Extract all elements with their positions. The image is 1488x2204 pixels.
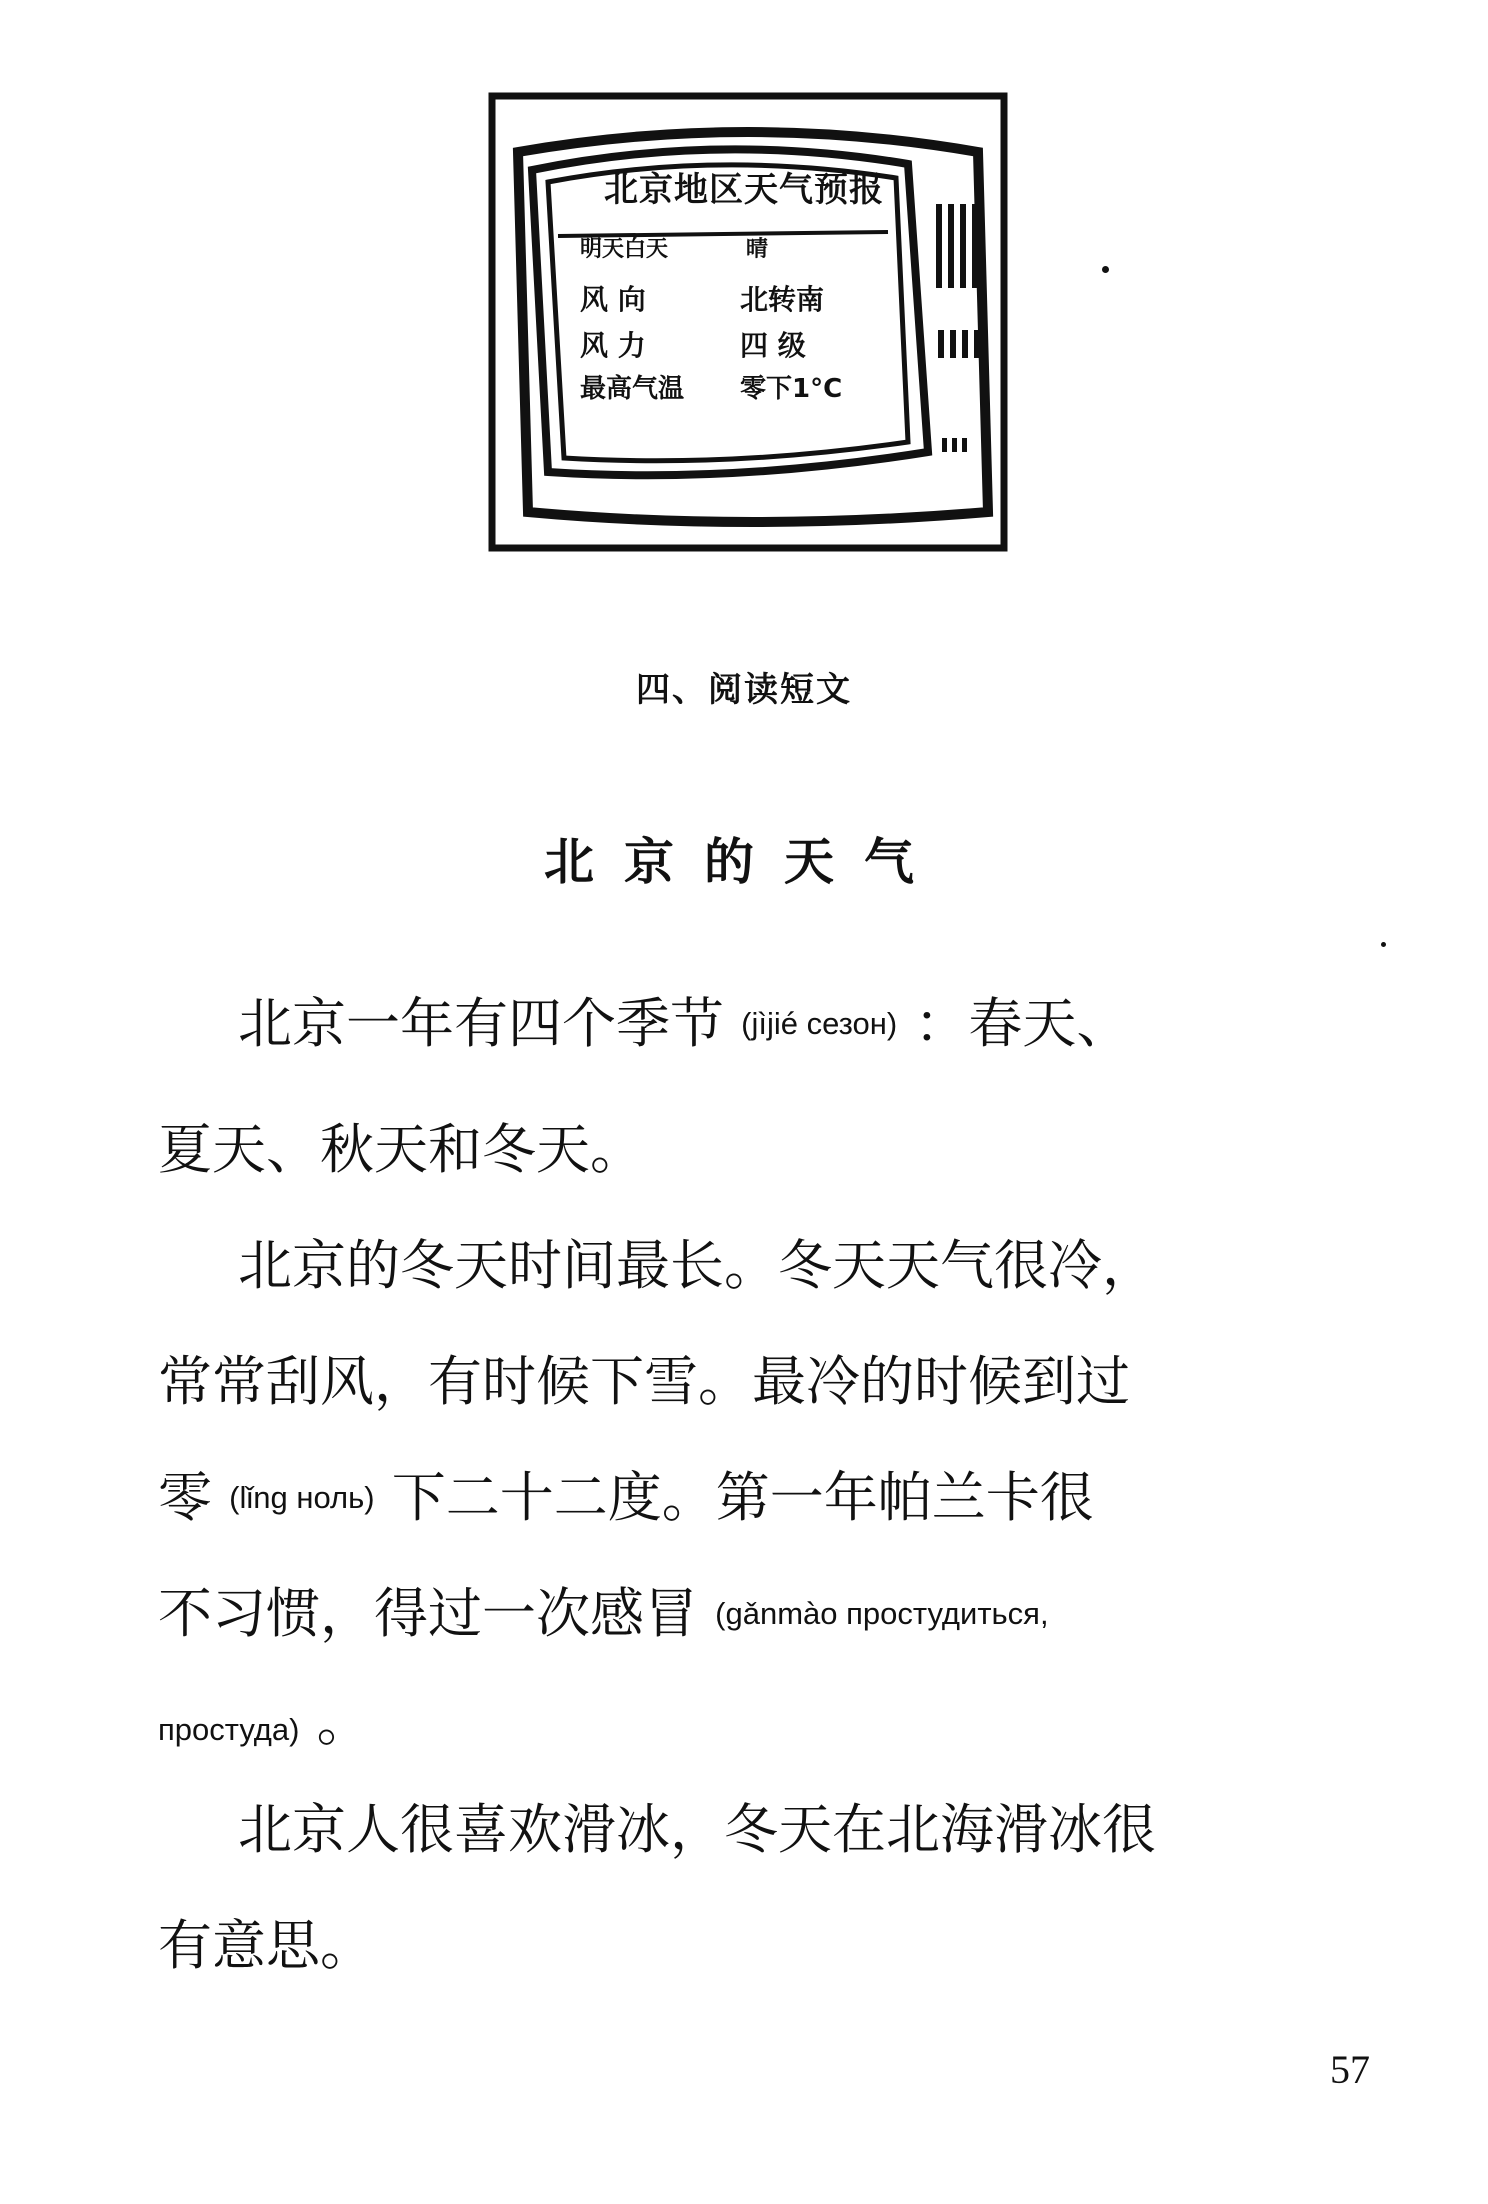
line-text: 北京人很喜欢滑冰，冬天在北海滑冰很	[238, 1798, 1156, 1861]
tv-row-value: 晴	[746, 237, 769, 262]
tv-row-label: 最高气温	[580, 374, 685, 404]
tv-screen-title: 北京地区天气预报	[604, 170, 884, 210]
page-number: 57	[1330, 2047, 1370, 2092]
ink-speck	[1381, 942, 1386, 947]
gloss-note: (gǎnmào простудиться,	[715, 1596, 1049, 1631]
line-tail: 下二十二度。第一年帕兰卡很	[391, 1466, 1094, 1529]
article-line	[238, 1800, 1468, 1860]
article-line	[238, 1236, 1468, 1296]
line-text: 北京一年有四个季节	[238, 992, 724, 1055]
gloss-note: простуда)	[158, 1712, 300, 1747]
tv-drawing	[488, 92, 1010, 552]
line-text: 夏天、秋天和冬天。	[158, 1118, 644, 1181]
section-heading: 四、阅读短文	[636, 670, 852, 710]
gloss-note: (lǐng ноль)	[229, 1480, 375, 1515]
line-text: 北京的冬天时间最长。冬天天气很冷，	[238, 1234, 1156, 1297]
ink-speck	[1102, 266, 1109, 273]
tv-row-value: 零下1°C	[740, 374, 843, 404]
article-line	[158, 1916, 1388, 1976]
tv-row-label: 风 力	[580, 329, 646, 362]
line-text: 常常刮风，有时候下雪。最冷的时候到过	[158, 1350, 1130, 1413]
line-text: 零	[158, 1466, 212, 1529]
article-line	[158, 1468, 1388, 1528]
article-line	[158, 1584, 1388, 1644]
gloss-note: (jìjié сезон)	[741, 1006, 898, 1041]
line-text: 有意思。	[158, 1914, 374, 1977]
line-tail: ：春天、	[914, 992, 1131, 1055]
line-tail: 。	[316, 1690, 371, 1753]
tv-row-label: 风 向	[580, 283, 646, 316]
article-line	[158, 1692, 1388, 1760]
tv-row-value: 四 级	[740, 329, 806, 362]
article-title: 北京的天气	[544, 832, 944, 891]
article-line	[158, 1352, 1388, 1412]
line-text: 不习惯，得过一次感冒	[158, 1582, 698, 1645]
tv-row-value: 北转南	[740, 283, 825, 316]
tv-row-label: 明天白天	[580, 237, 669, 262]
tv-illustration	[488, 92, 1010, 552]
article-line	[238, 994, 1468, 1054]
article-line	[158, 1120, 1388, 1180]
